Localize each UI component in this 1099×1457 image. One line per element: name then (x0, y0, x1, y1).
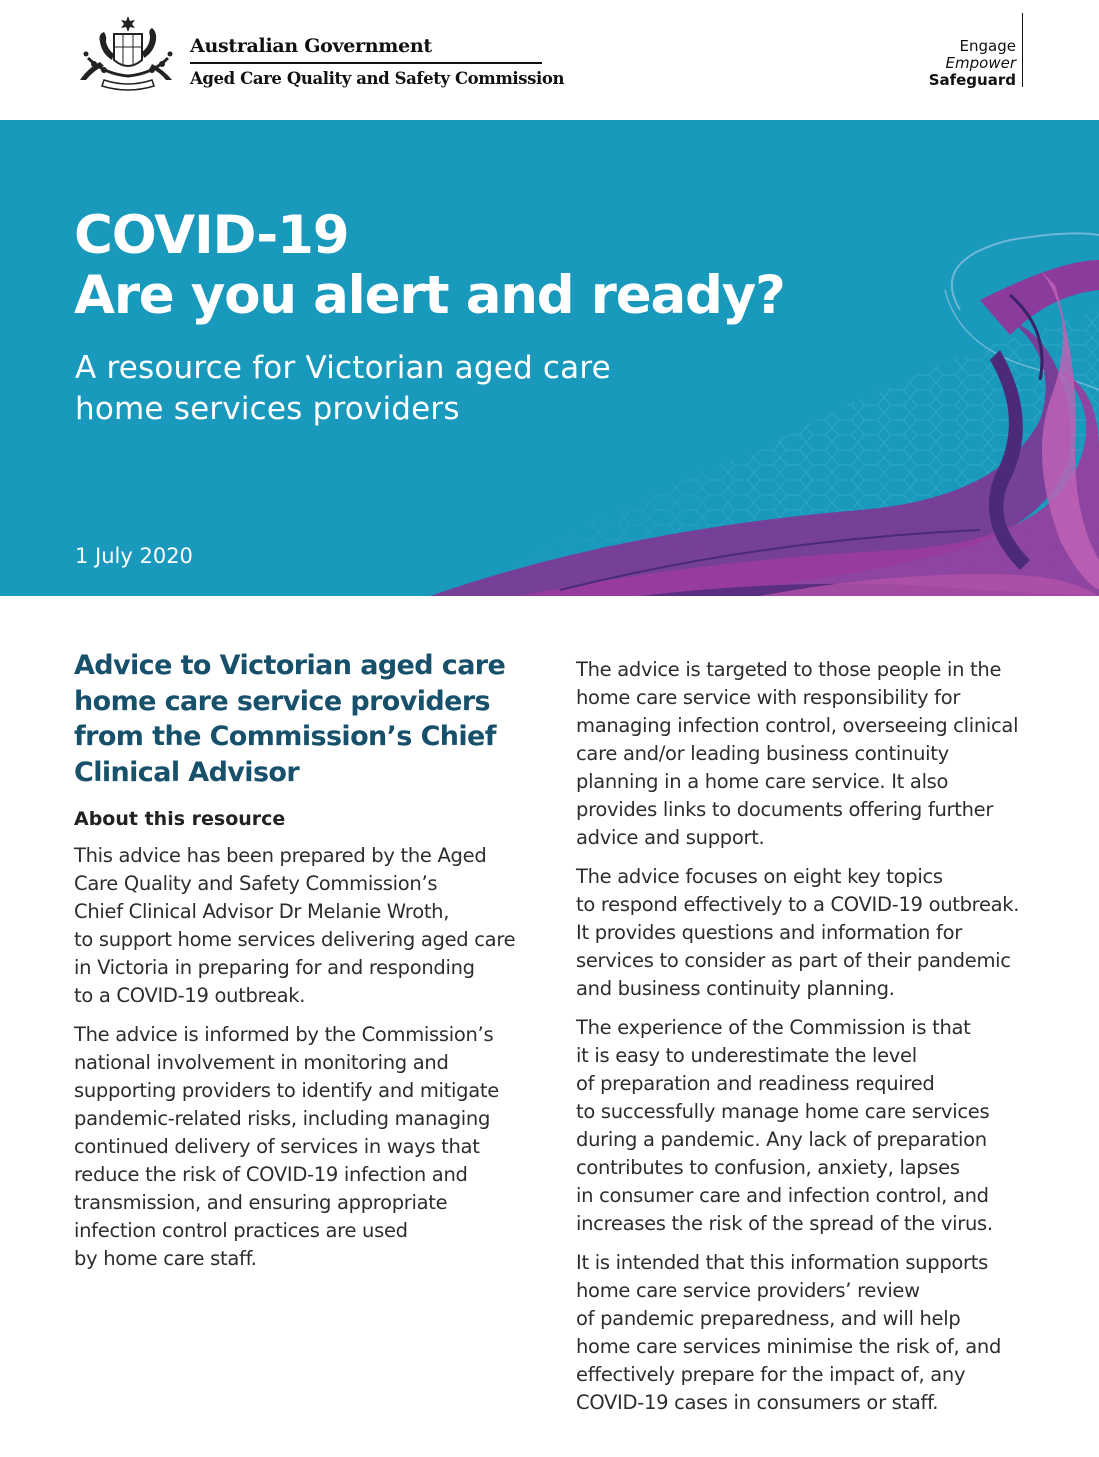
text-line: This advice has been prepared by the Aged (74, 844, 487, 867)
text-line: supporting providers to identify and mitigate (74, 1079, 499, 1102)
text-line: continued delivery of services in ways that (74, 1135, 480, 1158)
text-line: pandemic-related risks, including managing (74, 1107, 491, 1130)
title-banner (0, 120, 1099, 596)
text-line: The experience of the Commission is that (576, 1016, 971, 1039)
government-identity (190, 35, 565, 89)
text-line: to a COVID-19 outbreak. (74, 984, 306, 1007)
paragraph (576, 1249, 1046, 1417)
tagline-empower: Empower (945, 54, 1016, 72)
title-line-2: Are you alert and ready? (74, 265, 785, 326)
identity-divider (190, 62, 542, 64)
text-line: planning in a home care service. It also (576, 770, 949, 793)
left-column (74, 648, 534, 1273)
text-line: in consumer care and infection control, and (576, 1184, 989, 1207)
text-line: in Victoria in preparing for and responding (74, 956, 475, 979)
subtitle-line-2: home services providers (75, 391, 460, 427)
tagline-safeguard: Safeguard (928, 71, 1016, 89)
text-line: and business continuity planning. (576, 977, 895, 1000)
text-line: care and/or leading business continuity (576, 742, 949, 765)
heading-line: from the Commission’s Chief (74, 721, 496, 752)
heading-line: Advice to Victorian aged care (74, 650, 506, 681)
text-line: during a pandemic. Any lack of preparation (576, 1128, 987, 1151)
text-line: to respond effectively to a COVID-19 outbreak. (576, 893, 1020, 916)
heading-line: Clinical Advisor (74, 756, 300, 788)
text-line: it is easy to underestimate the level (576, 1044, 917, 1067)
text-line: national involvement in monitoring and (74, 1051, 449, 1074)
text-line: The advice focuses on eight key topics (576, 865, 943, 888)
right-column (576, 656, 1046, 1417)
text-line: by home care staff. (74, 1247, 257, 1270)
text-line: Care Quality and Safety Commission’s (74, 872, 438, 895)
government-name: Australian Government (190, 35, 432, 57)
text-line: infection control practices are used (74, 1219, 408, 1242)
text-line: home care service with responsibility for (576, 686, 961, 709)
text-line: of preparation and readiness required (576, 1072, 935, 1095)
about-heading: About this resource (74, 808, 286, 830)
subtitle-line-1: A resource for Victorian aged care (75, 350, 611, 386)
text-line: effectively prepare for the impact of, any (576, 1363, 966, 1386)
agency-name: Aged Care Quality and Safety Commission (190, 69, 565, 88)
text-line: It provides questions and information for (576, 921, 962, 944)
paragraph (576, 656, 1046, 852)
paragraph (74, 1021, 534, 1273)
document-header (0, 0, 1099, 120)
text-line: The advice is informed by the Commission’s (74, 1023, 494, 1046)
text-line: It is intended that this information supports (576, 1251, 988, 1274)
heading-line: home care service providers (74, 685, 491, 717)
paragraph (576, 1014, 1046, 1238)
tagline-engage: Engage (959, 37, 1016, 55)
tagline-divider (1022, 13, 1023, 87)
text-line: COVID-19 cases in consumers or staff. (576, 1391, 939, 1414)
title-line-1: COVID-19 (74, 205, 349, 266)
text-line: reduce the risk of COVID-19 infection and (74, 1163, 468, 1186)
text-line: Chief Clinical Advisor Dr Melanie Wroth, (74, 900, 450, 923)
paragraph (576, 863, 1046, 1003)
text-line: of pandemic preparedness, and will help (576, 1307, 961, 1330)
section-heading (74, 648, 534, 790)
text-line: transmission, and ensuring appropriate (74, 1191, 448, 1214)
paragraph (74, 842, 534, 1010)
document-title (74, 206, 785, 326)
text-line: services to consider as part of their pandemic (576, 949, 1011, 972)
text-line: increases the risk of the spread of the virus. (576, 1212, 993, 1235)
document-subtitle (75, 348, 611, 430)
australian-coat-of-arms-icon (74, 14, 182, 94)
text-line: home care service providers’ review (576, 1279, 920, 1302)
text-line: advice and support. (576, 826, 765, 849)
publication-date: 1 July 2020 (75, 544, 193, 568)
tagline (929, 38, 1016, 89)
text-line: provides links to documents offering further (576, 798, 994, 821)
text-line: The advice is targeted to those people in the (576, 658, 1002, 681)
text-line: home care services minimise the risk of, and (576, 1335, 1002, 1358)
text-line: managing infection control, overseeing clinical (576, 714, 1019, 737)
text-line: to successfully manage home care services (576, 1100, 990, 1123)
text-line: contributes to confusion, anxiety, lapses (576, 1156, 960, 1179)
text-line: to support home services delivering aged care (74, 928, 516, 951)
